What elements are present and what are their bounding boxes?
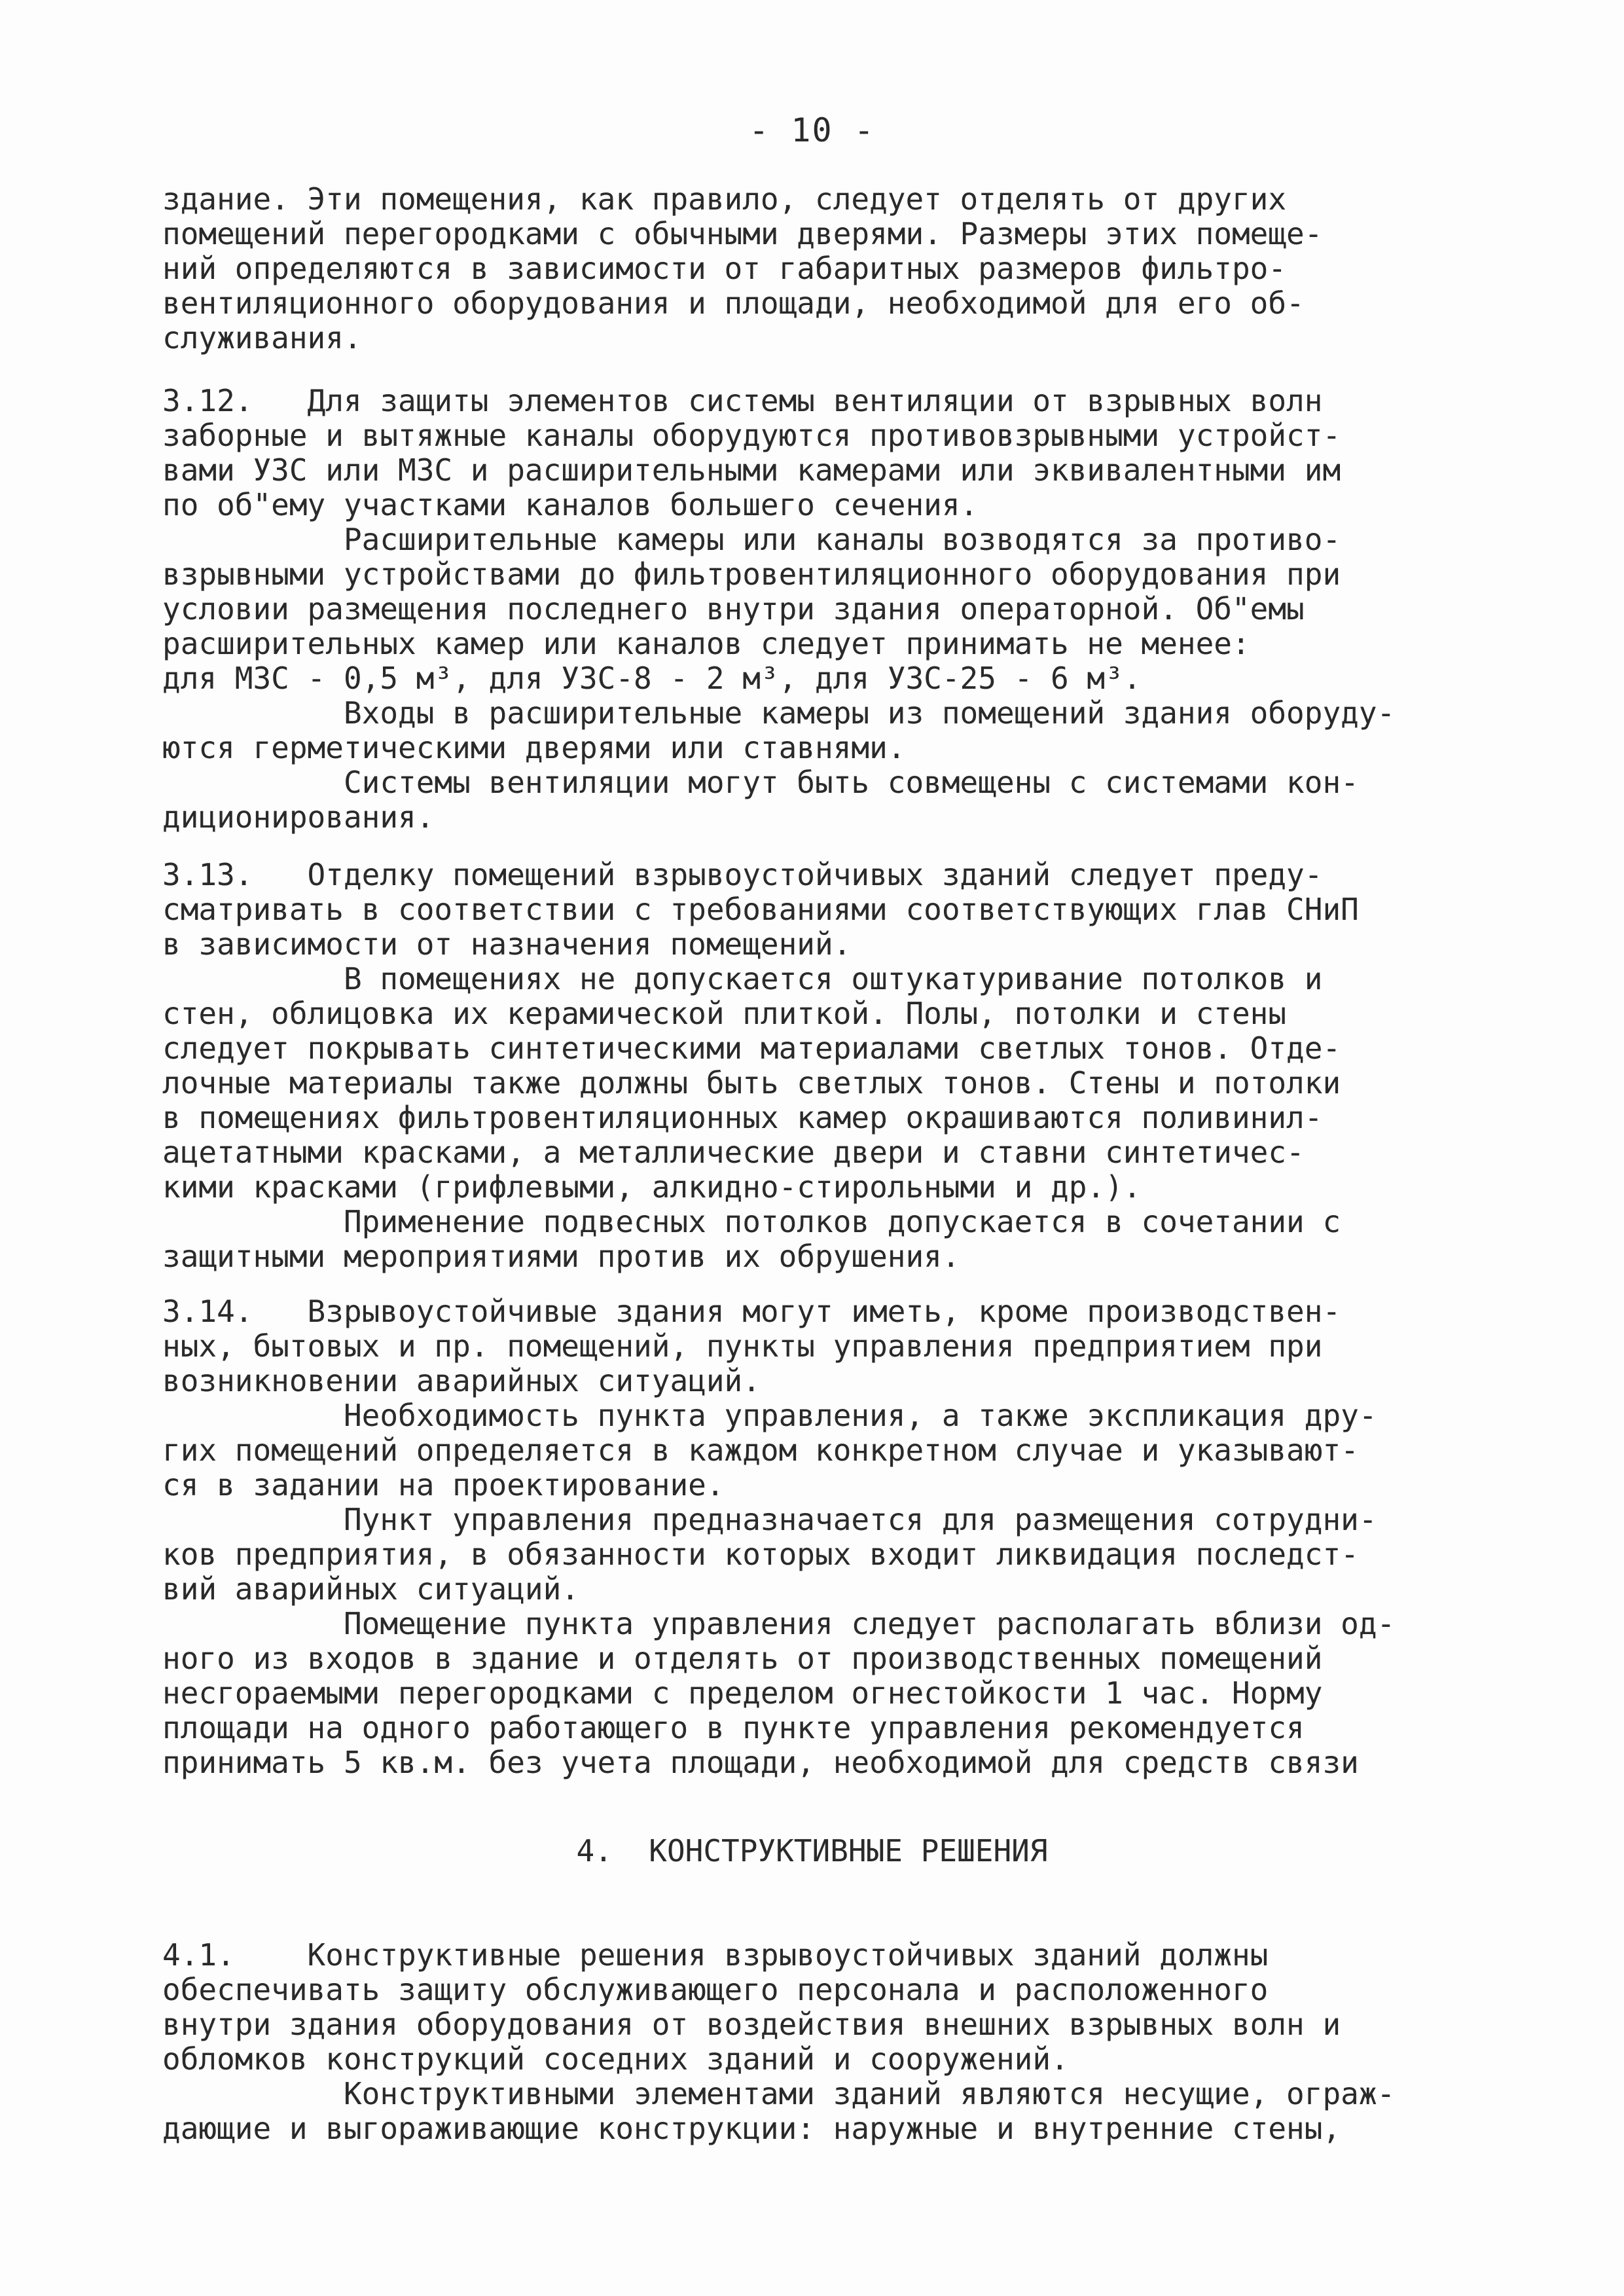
text-line: Входы в расширительные камеры из помещений здания оборуду- <box>162 695 1396 731</box>
text-line: ных, бытовых и пр. помещений, пункты управления предприятием при <box>162 1328 1323 1364</box>
section-3-12 <box>162 384 1485 835</box>
text-line: Помещение пункта управления следует располагать вблизи од- <box>162 1606 1396 1641</box>
text-line: Расширительные камеры или каналы возводятся за противо- <box>162 522 1341 557</box>
text-line: вами УЗС или МЗС и расширительными камерами или эквивалентными им <box>162 452 1341 488</box>
text-line: диционирования. <box>162 799 435 835</box>
text-line: расширительных камер или каналов следует принимать не менее: <box>162 626 1250 661</box>
text-line: в зависимости от назначения помещений. <box>162 926 852 962</box>
text-line: Пункт управления предназначается для размещения сотрудни- <box>162 1502 1377 1537</box>
text-line: ацетатными красками, а металлические двери и ставни синтетичес- <box>162 1135 1305 1170</box>
text-line: гих помещений определяется в каждом конкретном случае и указывают- <box>162 1432 1359 1468</box>
text-line: площади на одного работающего в пункте управления рекомендуется <box>162 1710 1305 1745</box>
text-line: принимать 5 кв.м. без учета площади, необходимой для средств связи <box>162 1745 1359 1780</box>
text-line: ся в задании на проектирование. <box>162 1467 725 1503</box>
text-line: Конструктивными элементами зданий являются несущие, ограж- <box>162 2076 1396 2111</box>
paragraph-intro <box>162 182 1485 355</box>
text-line: возникновении аварийных ситуаций. <box>162 1363 761 1398</box>
text-line: 4.1. Конструктивные решения взрывоустойчивых зданий должны <box>162 1937 1269 1973</box>
text-line: ний определяются в зависимости от габаритных размеров фильтро- <box>162 251 1287 286</box>
text-line: вентиляционного оборудования и площади, необходимой для его об- <box>162 285 1305 321</box>
text-line: ков предприятия, в обязанности которых входит ликвидация последст- <box>162 1537 1359 1572</box>
text-line: обеспечивать защиту обслуживающего персонала и расположенного <box>162 1972 1269 2007</box>
text-line: заборные и вытяжные каналы оборудуются противовзрывными устройст- <box>162 418 1341 453</box>
text-line: лочные материалы также должны быть светлых тонов. Стены и потолки <box>162 1065 1341 1101</box>
text-line: взрывными устройствами до фильтровентиляционного оборудования при <box>162 556 1341 592</box>
text-line: здание. Эти помещения, как правило, следует отделять от других <box>162 181 1287 217</box>
text-line: Системы вентиляции могут быть совмещены с системами кон- <box>162 765 1359 800</box>
text-line: Применение подвесных потолков допускается в сочетании с <box>162 1204 1341 1239</box>
text-line: Необходимость пункта управления, а также экспликация дру- <box>162 1398 1377 1433</box>
text-line: ного из входов в здание и отделять от производственных помещений <box>162 1641 1323 1676</box>
section-4-1 <box>162 1938 1485 2146</box>
section-3-14 <box>162 1294 1485 1780</box>
text-line: 3.13. Отделку помещений взрывоустойчивых зданий следует преду- <box>162 857 1323 892</box>
text-line: по об"ему участками каналов большего сечения. <box>162 487 979 522</box>
section-3-13 <box>162 858 1485 1274</box>
text-line: В помещениях не допускается оштукатуривание потолков и <box>162 961 1323 996</box>
text-line: защитными мероприятиями против их обрушения. <box>162 1239 960 1274</box>
text-line: для МЗС - 0,5 м³, для УЗС-8 - 2 м³, для УЗС-25 - 6 м³. <box>162 661 1142 696</box>
text-line: обломков конструкций соседних зданий и сооружений. <box>162 2041 1069 2077</box>
text-line: ются герметическими дверями или ставнями. <box>162 730 906 765</box>
text-line: условии размещения последнего внутри здания операторной. Об"емы <box>162 591 1305 627</box>
text-line: помещений перегородками с обычными дверями. Размеры этих помеще- <box>162 216 1323 251</box>
page-number: - 10 - <box>749 111 875 149</box>
text-line: 3.12. Для защиты элементов системы вентиляции от взрывных волн <box>162 383 1323 418</box>
text-line: в помещениях фильтровентиляционных камер окрашиваются поливинил- <box>162 1100 1323 1135</box>
text-line: стен, облицовка их керамической плиткой. Полы, потолки и стены <box>162 996 1287 1031</box>
text-line: следует покрывать синтетическими материалами светлых тонов. Отде- <box>162 1030 1341 1066</box>
section-heading-4: 4. КОНСТРУКТИВНЫЕ РЕШЕНИЯ <box>576 1833 1048 1868</box>
text-line: вий аварийных ситуаций. <box>162 1571 579 1607</box>
text-line: 3.14. Взрывоустойчивые здания могут иметь, кроме производствен- <box>162 1294 1341 1329</box>
text-line: кими красками (грифлевыми, алкидно-стирольными и др.). <box>162 1169 1142 1205</box>
text-line: сматривать в соответствии с требованиями соответствующих глав СНиП <box>162 892 1359 927</box>
text-line: дающие и выгораживающие конструкции: наружные и внутренние стены, <box>162 2111 1341 2146</box>
text-line: служивания. <box>162 320 362 355</box>
text-line: несгораемыми перегородками с пределом огнестойкости 1 час. Норму <box>162 1675 1323 1711</box>
text-line: внутри здания оборудования от воздействия внешних взрывных волн и <box>162 2007 1341 2042</box>
